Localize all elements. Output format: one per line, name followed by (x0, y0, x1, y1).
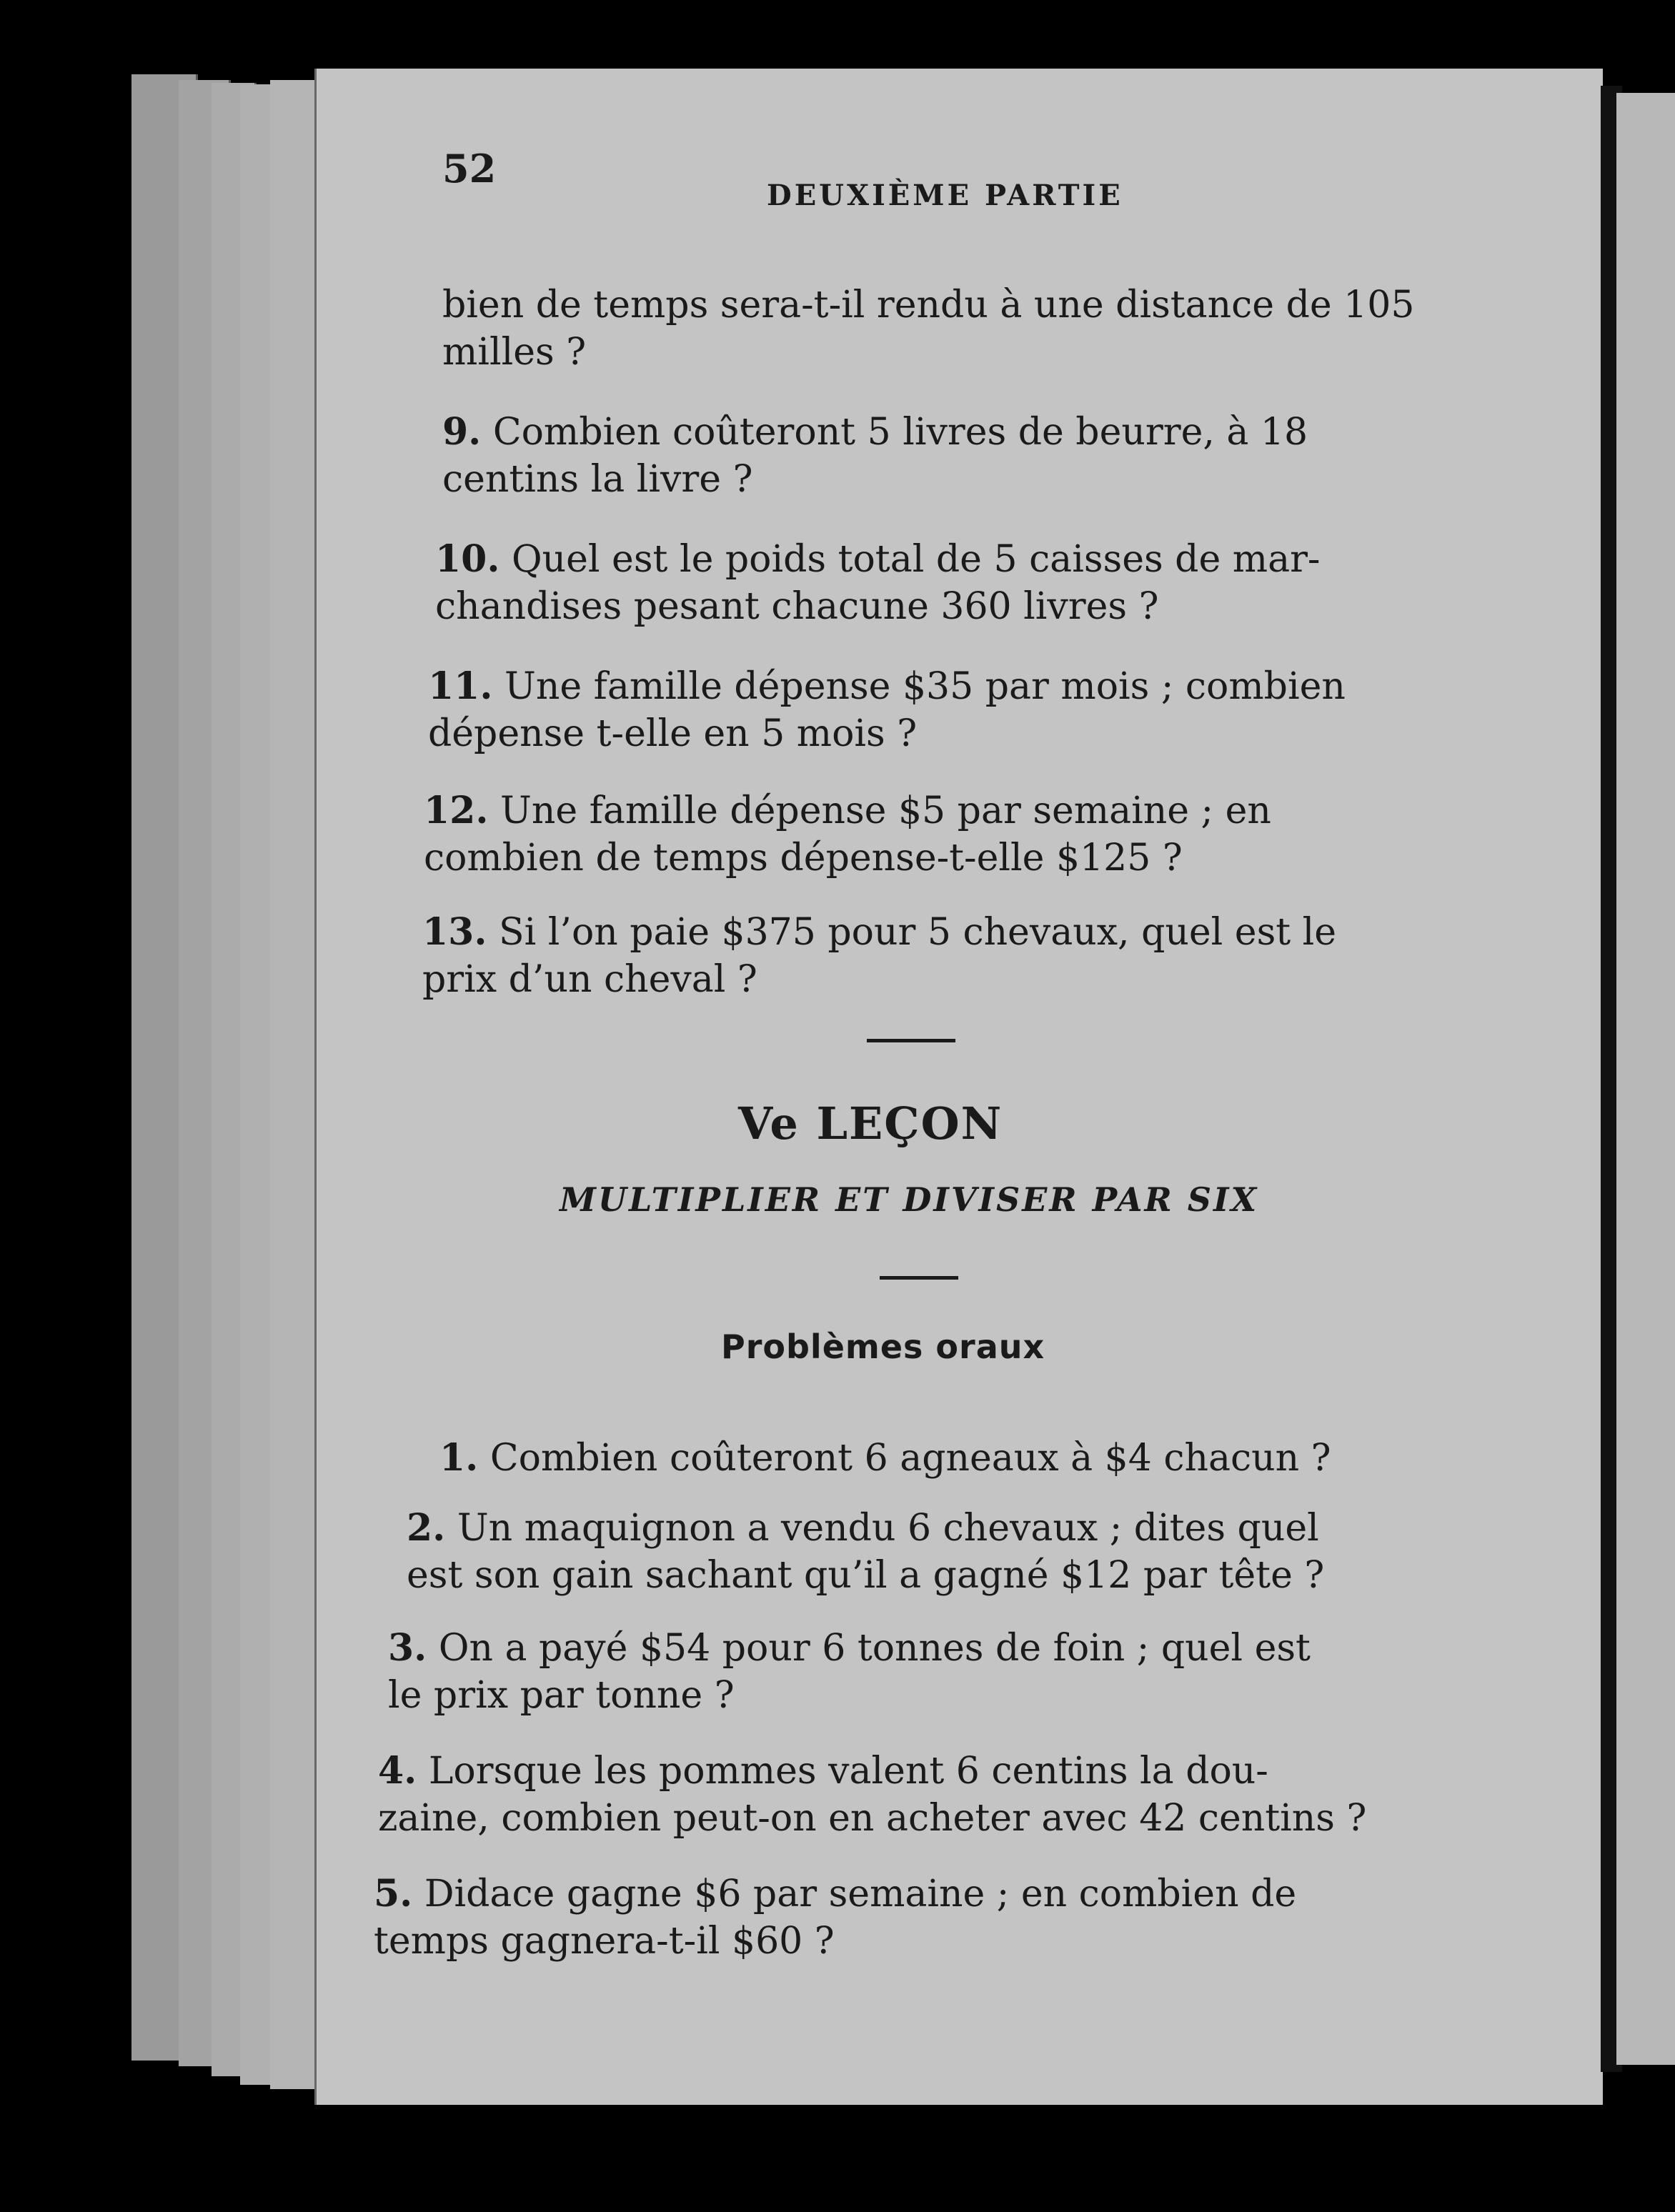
problem-number: 12. (424, 789, 489, 832)
problem-number: 10. (435, 537, 500, 581)
problem-number: 13. (422, 910, 487, 954)
lesson-subtitle: MULTIPLIER ET DIVISER PAR SIX (560, 1180, 1259, 1219)
problem-text: Combien coûteront 6 agneaux à $4 chacun ? (478, 1437, 1331, 1480)
problem-text: Lorsque les pommes valent 6 centins la dou- zaine, combien peut-on en acheter avec 42 centins ? (378, 1750, 1367, 1840)
problem-continuation (442, 234, 1486, 376)
facing-page-edge (1616, 93, 1675, 2065)
problem-10 (435, 489, 1478, 630)
problem-number: 3. (388, 1626, 427, 1670)
problem-text: Si l’on paie $375 pour 5 chevaux, quel est le prix d’un cheval ? (422, 911, 1337, 1001)
lesson-title: Ve LEÇON (738, 1097, 1003, 1150)
problem-number: 4. (378, 1749, 417, 1793)
problem-12 (424, 740, 1467, 882)
problem-text: bien de temps sera-t-il rendu à une distance de 105 milles ? (442, 284, 1415, 374)
problem-text: Une famille dépense $35 par mois ; combien dépense t-elle en 5 mois ? (428, 665, 1346, 755)
problem-text: Didace gagne $6 par semaine ; en combien de temps gagnera-t-il $60 ? (374, 1873, 1297, 1963)
section-divider (867, 1039, 955, 1042)
page-number: 52 (442, 146, 497, 191)
book-page (314, 69, 1603, 2105)
problem-text: On a payé $54 pour 6 tonnes de foin ; quel est le prix par tonne ? (388, 1627, 1311, 1717)
running-head: DEUXIÈME PARTIE (767, 179, 1123, 212)
problem-text: Un maquignon a vendu 6 chevaux ; dites quel est son gain sachant qu’il a gagné $12 par tête ? (407, 1507, 1325, 1597)
problem-number: 11. (428, 664, 493, 708)
problem-text: Une famille dépense $5 par semaine ; en combien de temps dépense-t-elle $125 ? (424, 789, 1271, 880)
problem-number: 5. (374, 1872, 413, 1915)
oral-problem-3 (388, 1578, 1431, 1719)
section-divider (880, 1276, 958, 1280)
problem-number: 1. (439, 1436, 479, 1480)
oral-problem-4 (378, 1700, 1421, 1842)
problem-text: Combien coûteront 5 livres de beurre, à 18 centins la livre ? (442, 411, 1308, 501)
problem-number: 9. (442, 410, 482, 454)
problem-11 (428, 616, 1471, 757)
section-title: Problèmes oraux (721, 1327, 1045, 1366)
oral-problem-5 (374, 1823, 1417, 1965)
problem-number: 2. (407, 1506, 446, 1550)
problem-13 (422, 862, 1466, 1003)
problem-text: Quel est le poids total de 5 caisses de mar- chandises pesant chacune 360 livres ? (435, 538, 1321, 628)
problem-9 (442, 362, 1486, 503)
